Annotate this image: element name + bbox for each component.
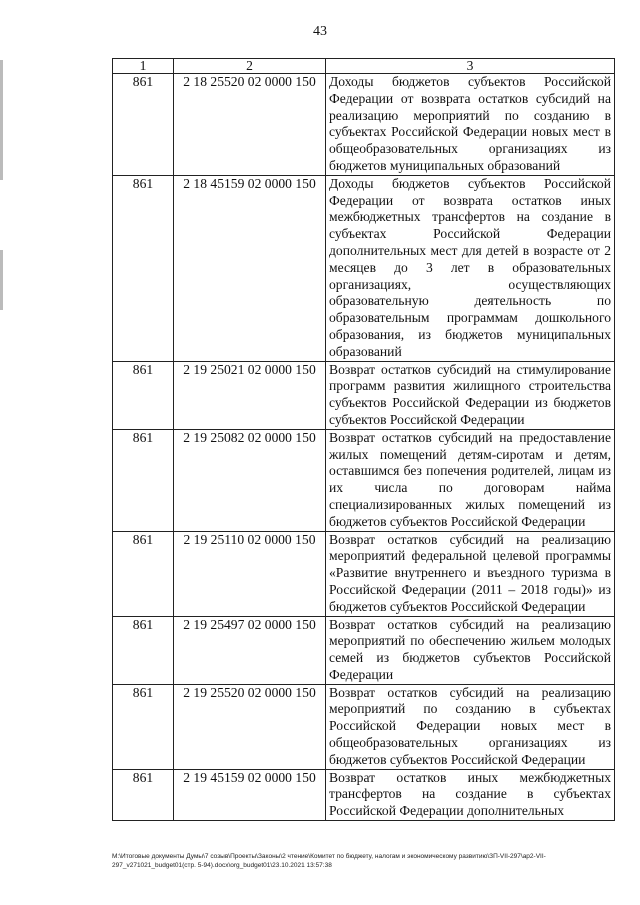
- income-name-cell: Доходы бюджетов субъектов Российской Федерации от возврата остатков субсидий на реализацию мероприятий по созданию в субъектах Российской Федерации новых мест в общеобразовательных организациях из бюджетов муниципальных образований: [326, 74, 615, 176]
- budget-code-cell: 2 19 25021 02 0000 150: [174, 361, 326, 429]
- income-name-cell: Возврат остатков субсидий на стимулирование программ развития жилищного строительства субъектов Российской Федерации из бюджетов субъектов Российской Федерации: [326, 361, 615, 429]
- budget-code-cell: 2 19 25082 02 0000 150: [174, 429, 326, 531]
- income-name-cell: Возврат остатков субсидий на реализацию мероприятий по обеспечению жильем молодых семей из бюджетов субъектов Российской Федерации: [326, 616, 615, 684]
- admin-code-cell: 861: [113, 684, 174, 769]
- table-row: [113, 361, 615, 429]
- budget-code-cell: 2 19 45159 02 0000 150: [174, 769, 326, 820]
- scan-margin-mark: [0, 250, 3, 310]
- admin-code-cell: 861: [113, 531, 174, 616]
- scan-margin-mark: [0, 60, 3, 180]
- income-name-cell: Возврат остатков субсидий на реализацию мероприятий по созданию в субъектах Российской Федерации новых мест в общеобразовательных организациях из бюджетов субъектов Российской Федерации: [326, 684, 615, 769]
- column-header-1: 1: [113, 59, 174, 74]
- table-row: [113, 74, 615, 176]
- budget-codes-table: [112, 58, 615, 821]
- table-row: [113, 531, 615, 616]
- income-name-cell: Возврат остатков субсидий на реализацию мероприятий федеральной целевой программы «Развитие внутреннего и въездного туризма в Российской Федерации (2011 – 2018 годы)» из бюджетов субъектов Российской Федерации: [326, 531, 615, 616]
- admin-code-cell: 861: [113, 769, 174, 820]
- income-name-cell: Доходы бюджетов субъектов Российской Федерации от возврата остатков иных межбюджетных трансфертов на создание в субъектах Российской Федерации дополнительных мест для детей в возрасте от 2 месяцев до 3 лет в образовательных организациях, осуществляющих образовательную деятельность по образовательным программам дошкольного образования, из бюджетов муниципальных образований: [326, 175, 615, 361]
- page-number: 43: [313, 24, 327, 39]
- table-row: [113, 769, 615, 820]
- table-header-row: [113, 59, 615, 74]
- budget-code-cell: 2 18 45159 02 0000 150: [174, 175, 326, 361]
- admin-code-cell: 861: [113, 74, 174, 176]
- budget-code-cell: 2 18 25520 02 0000 150: [174, 74, 326, 176]
- budget-code-cell: 2 19 25110 02 0000 150: [174, 531, 326, 616]
- table-row: [113, 175, 615, 361]
- admin-code-cell: 861: [113, 429, 174, 531]
- budget-code-cell: 2 19 25520 02 0000 150: [174, 684, 326, 769]
- column-header-2: 2: [174, 59, 326, 74]
- table-row: [113, 616, 615, 684]
- column-header-3: 3: [326, 59, 615, 74]
- table-row: [113, 684, 615, 769]
- admin-code-cell: 861: [113, 616, 174, 684]
- budget-code-cell: 2 19 25497 02 0000 150: [174, 616, 326, 684]
- income-name-cell: Возврат остатков иных межбюджетных трансфертов на создание в субъектах Российской Федерации дополнительных: [326, 769, 615, 820]
- income-name-cell: Возврат остатков субсидий на предоставление жилых помещений детям-сиротам и детям, оставшимся без попечения родителей, лицам из их числа по договорам найма специализированных жилых помещений из бюджетов субъектов Российской Федерации: [326, 429, 615, 531]
- admin-code-cell: 861: [113, 175, 174, 361]
- file-path-footer: M:\Итоговые документы Думы\7 созыв\Проекты\Законы\2 чтение\Комитет по бюджету, налогам и экономическому развитию\ЗП-VII-297\ap2-VII-297_v271021_budget01(стр. 5-94).docx\org_budget01\23.10.2021 13:57:38: [112, 853, 546, 869]
- admin-code-cell: 861: [113, 361, 174, 429]
- table-row: [113, 429, 615, 531]
